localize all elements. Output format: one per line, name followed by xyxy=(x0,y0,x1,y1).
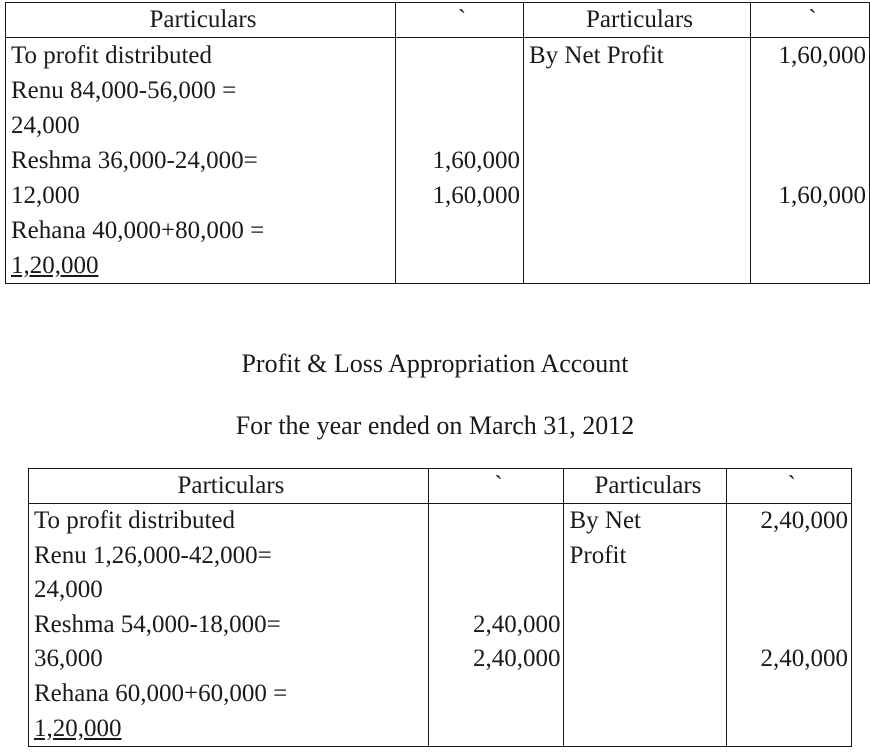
particulars-line: Rehana 40,000+80,000 = xyxy=(11,217,265,244)
header-amount-left: ` xyxy=(428,469,564,504)
particulars-line: By Net xyxy=(569,507,642,534)
particulars-line: Renu 1,26,000-42,000= xyxy=(34,541,272,569)
particulars-line-total: 1,20,000 xyxy=(34,714,122,742)
amount-line xyxy=(751,143,866,178)
amount-line xyxy=(727,539,848,574)
amount-line xyxy=(751,108,866,143)
particulars-line: 24,000 xyxy=(11,112,80,139)
particulars-line: Profit xyxy=(569,541,627,569)
header-amount-right: ` xyxy=(751,3,870,38)
amount-line: 1,60,000 xyxy=(778,42,866,69)
particulars-line-total: 1,20,000 xyxy=(11,252,99,279)
account-title: Profit & Loss Appropriation Account xyxy=(241,349,629,378)
amount-line xyxy=(396,73,520,108)
particulars-line: 12,000 xyxy=(11,182,80,209)
amount-line xyxy=(727,608,848,643)
amount-line: 1,60,000 xyxy=(432,182,520,209)
left-particulars-cell xyxy=(6,38,396,284)
body-row xyxy=(29,504,852,747)
header-row xyxy=(29,469,852,504)
amount-line: 1,60,000 xyxy=(432,147,520,174)
amount-line: 1,60,000 xyxy=(778,182,866,209)
particulars-line: Renu 84,000-56,000 = xyxy=(11,77,237,104)
right-particulars-cell xyxy=(564,504,727,747)
left-particulars-cell xyxy=(29,504,429,747)
amount-line xyxy=(396,108,520,143)
header-row xyxy=(6,3,870,38)
particulars-line: 36,000 xyxy=(34,645,103,673)
body-row xyxy=(6,38,870,284)
amount-line xyxy=(727,573,848,608)
header-particulars-left: Particulars xyxy=(6,3,396,38)
header-particulars-left: Particulars xyxy=(29,469,429,504)
particulars-line: Reshma 36,000-24,000= xyxy=(11,147,258,174)
right-particulars-cell xyxy=(524,38,751,284)
header-particulars-right: Particulars xyxy=(524,3,751,38)
amount-line xyxy=(429,504,561,539)
amount-line xyxy=(396,38,520,73)
ledger-table-1 xyxy=(5,2,870,284)
right-amount-cell xyxy=(727,504,852,747)
amount-line xyxy=(429,539,561,574)
amount-line: 2,40,000 xyxy=(472,645,561,673)
right-amount-cell xyxy=(751,38,870,284)
account-period: For the year ended on March 31, 2012 xyxy=(235,411,635,440)
amount-line xyxy=(751,73,866,108)
header-amount-left: ` xyxy=(396,3,524,38)
amount-line: 2,40,000 xyxy=(760,507,848,534)
header-amount-right: ` xyxy=(727,469,852,504)
particulars-line: To profit distributed xyxy=(11,42,213,69)
particulars-line: To profit distributed xyxy=(34,507,236,534)
particulars-line: Rehana 60,000+60,000 = xyxy=(34,679,288,707)
particulars-line: By Net Profit xyxy=(529,42,664,69)
left-amount-cell xyxy=(428,504,564,747)
amount-line: 2,40,000 xyxy=(760,645,848,673)
particulars-line: Reshma 54,000-18,000= xyxy=(34,610,281,638)
header-particulars-right: Particulars xyxy=(564,469,727,504)
amount-line xyxy=(429,573,561,608)
particulars-line: 24,000 xyxy=(34,576,103,604)
ledger-table-2 xyxy=(28,468,852,747)
amount-line: 2,40,000 xyxy=(472,610,561,638)
left-amount-cell xyxy=(396,38,524,284)
